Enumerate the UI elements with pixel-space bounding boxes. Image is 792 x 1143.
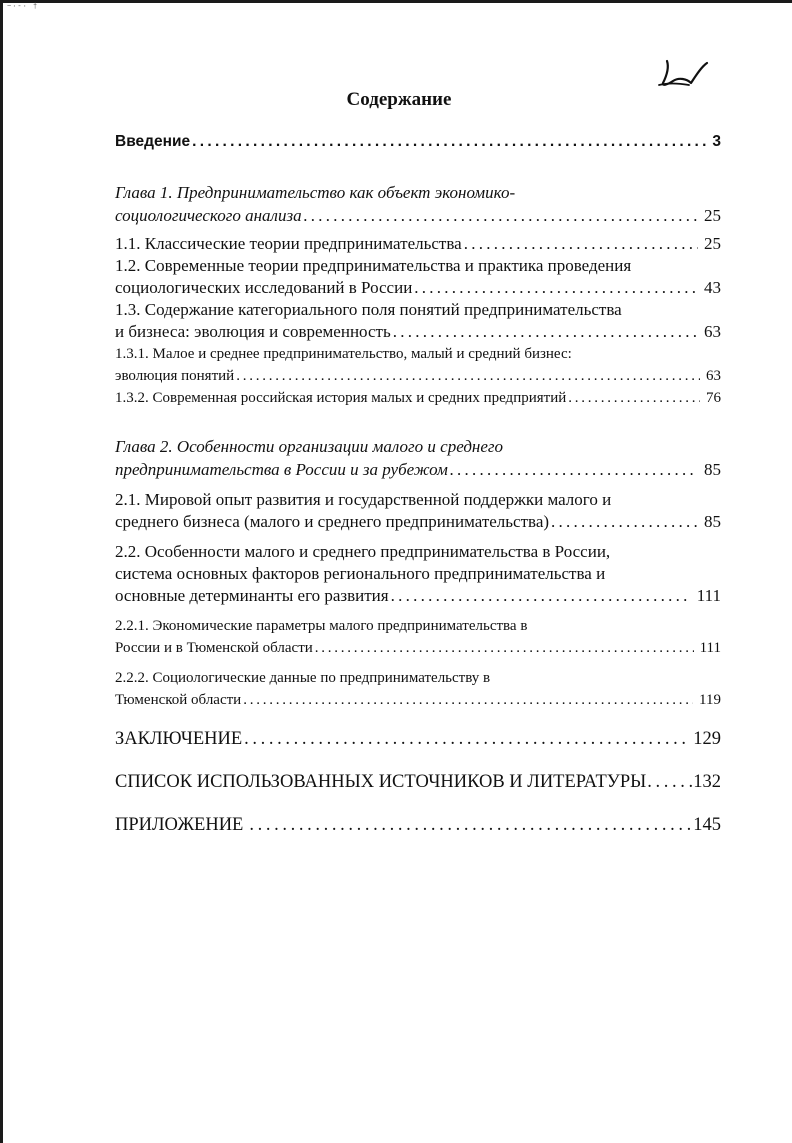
toc-entry-1-3-2 <box>115 387 721 409</box>
toc-entry-intro <box>115 133 721 151</box>
toc-label-line: система основных факторов регионального предпринимательства и <box>115 564 606 583</box>
dot-leader <box>464 233 698 255</box>
toc-label-line: Тюменской области <box>115 692 242 708</box>
toc-label-line: социологических исследований в России <box>115 278 413 297</box>
toc-page-number: 119 <box>699 692 721 708</box>
dot-leader <box>647 772 692 793</box>
dot-leader <box>244 729 687 750</box>
toc-label-line: Глава 2. Особенности организации малого и среднего <box>115 437 504 456</box>
toc-label-line: 1.3.1. Малое и среднее предпринимательство, малый и средний бизнес: <box>115 346 572 362</box>
toc-label: ЗАКЛЮЧЕНИЕ <box>115 729 243 749</box>
toc-page-number: 63 <box>704 322 721 341</box>
toc-entry-appendix <box>115 815 721 836</box>
toc-entry-2-1 <box>115 489 721 533</box>
toc-label-line: социологического анализа <box>115 206 302 225</box>
toc-page-number: 25 <box>704 206 721 225</box>
toc-page-number: 25 <box>704 234 721 253</box>
dot-leader <box>551 511 698 533</box>
scan-mark: ~·-· † <box>7 3 39 11</box>
toc-page-number: 3 <box>712 133 721 150</box>
toc-page-number: 129 <box>693 729 721 749</box>
toc-label: ПРИЛОЖЕНИЕ <box>115 815 244 835</box>
toc-label-line: Глава 1. Предпринимательство как объект экономико- <box>115 183 516 202</box>
toc-entry-1-2 <box>115 255 721 299</box>
handwritten-mark <box>653 53 713 93</box>
toc-label-line: и бизнеса: эволюция и современность <box>115 322 391 341</box>
toc-entry-chapter-2 <box>115 435 721 481</box>
toc-entry-2-2 <box>115 541 721 607</box>
toc-entry-1-1 <box>115 233 721 255</box>
toc-label-line: среднего бизнеса (малого и среднего предпринимательства) <box>115 512 550 531</box>
toc-page-number: 111 <box>696 586 721 605</box>
toc-label-line: эволюция понятий <box>115 368 235 384</box>
toc-entry-2-2-2 <box>115 667 721 711</box>
toc-label-line: основные детерминанты его развития <box>115 586 389 605</box>
table-of-contents <box>115 133 721 836</box>
toc-entry-1-3-1 <box>115 343 721 387</box>
toc-page-number: 76 <box>706 390 721 406</box>
toc-label-line: 1.3. Содержание категориального поля понятий предпринимательства <box>115 300 622 319</box>
dot-leader <box>192 133 706 151</box>
toc-label: 1.3.2. Современная российская история малых и средних предприятий <box>115 390 567 406</box>
dot-leader <box>450 458 698 481</box>
toc-entry-references <box>115 772 721 793</box>
toc-entry-conclusion <box>115 729 721 750</box>
toc-label-line: предпринимательства в России и за рубежом <box>115 460 448 479</box>
toc-entry-chapter-1 <box>115 181 721 227</box>
dot-leader <box>249 815 692 836</box>
toc-label-line: России и в Тюменской области <box>115 640 313 656</box>
dot-leader <box>568 387 700 409</box>
toc-label: Введение <box>115 133 191 150</box>
dot-leader <box>304 204 698 227</box>
toc-label-line: 1.2. Современные теории предпринимательства и практика проведения <box>115 256 632 275</box>
page-title: Содержание <box>346 89 452 110</box>
dot-leader <box>391 585 691 607</box>
toc-label-line: 2.2.2. Социологические данные по предпринимательству в <box>115 670 491 686</box>
toc-label: СПИСОК ИСПОЛЬЗОВАННЫХ ИСТОЧНИКОВ И ЛИТЕРАТУРЫ <box>115 772 647 792</box>
toc-page-number: 85 <box>704 460 721 479</box>
toc-page-number: 132 <box>693 772 721 792</box>
toc-label: 1.1. Классические теории предпринимательства <box>115 234 462 253</box>
toc-entry-2-2-1 <box>115 615 721 659</box>
toc-entry-1-3 <box>115 299 721 343</box>
toc-label-line: 2.2.1. Экономические параметры малого предпринимательства в <box>115 618 528 634</box>
dot-leader <box>243 689 693 711</box>
toc-label-line: 2.1. Мировой опыт развития и государственной поддержки малого и <box>115 490 612 509</box>
toc-page-number: 111 <box>699 640 721 656</box>
dot-leader <box>414 277 698 299</box>
toc-page-number: 63 <box>706 368 721 384</box>
toc-page-number: 145 <box>693 815 721 835</box>
dot-leader <box>393 321 698 343</box>
dot-leader <box>315 637 694 659</box>
dot-leader <box>236 365 700 387</box>
toc-label-line: 2.2. Особенности малого и среднего предпринимательства в России, <box>115 542 611 561</box>
toc-page-number: 85 <box>704 512 721 531</box>
toc-page-number: 43 <box>704 278 721 297</box>
